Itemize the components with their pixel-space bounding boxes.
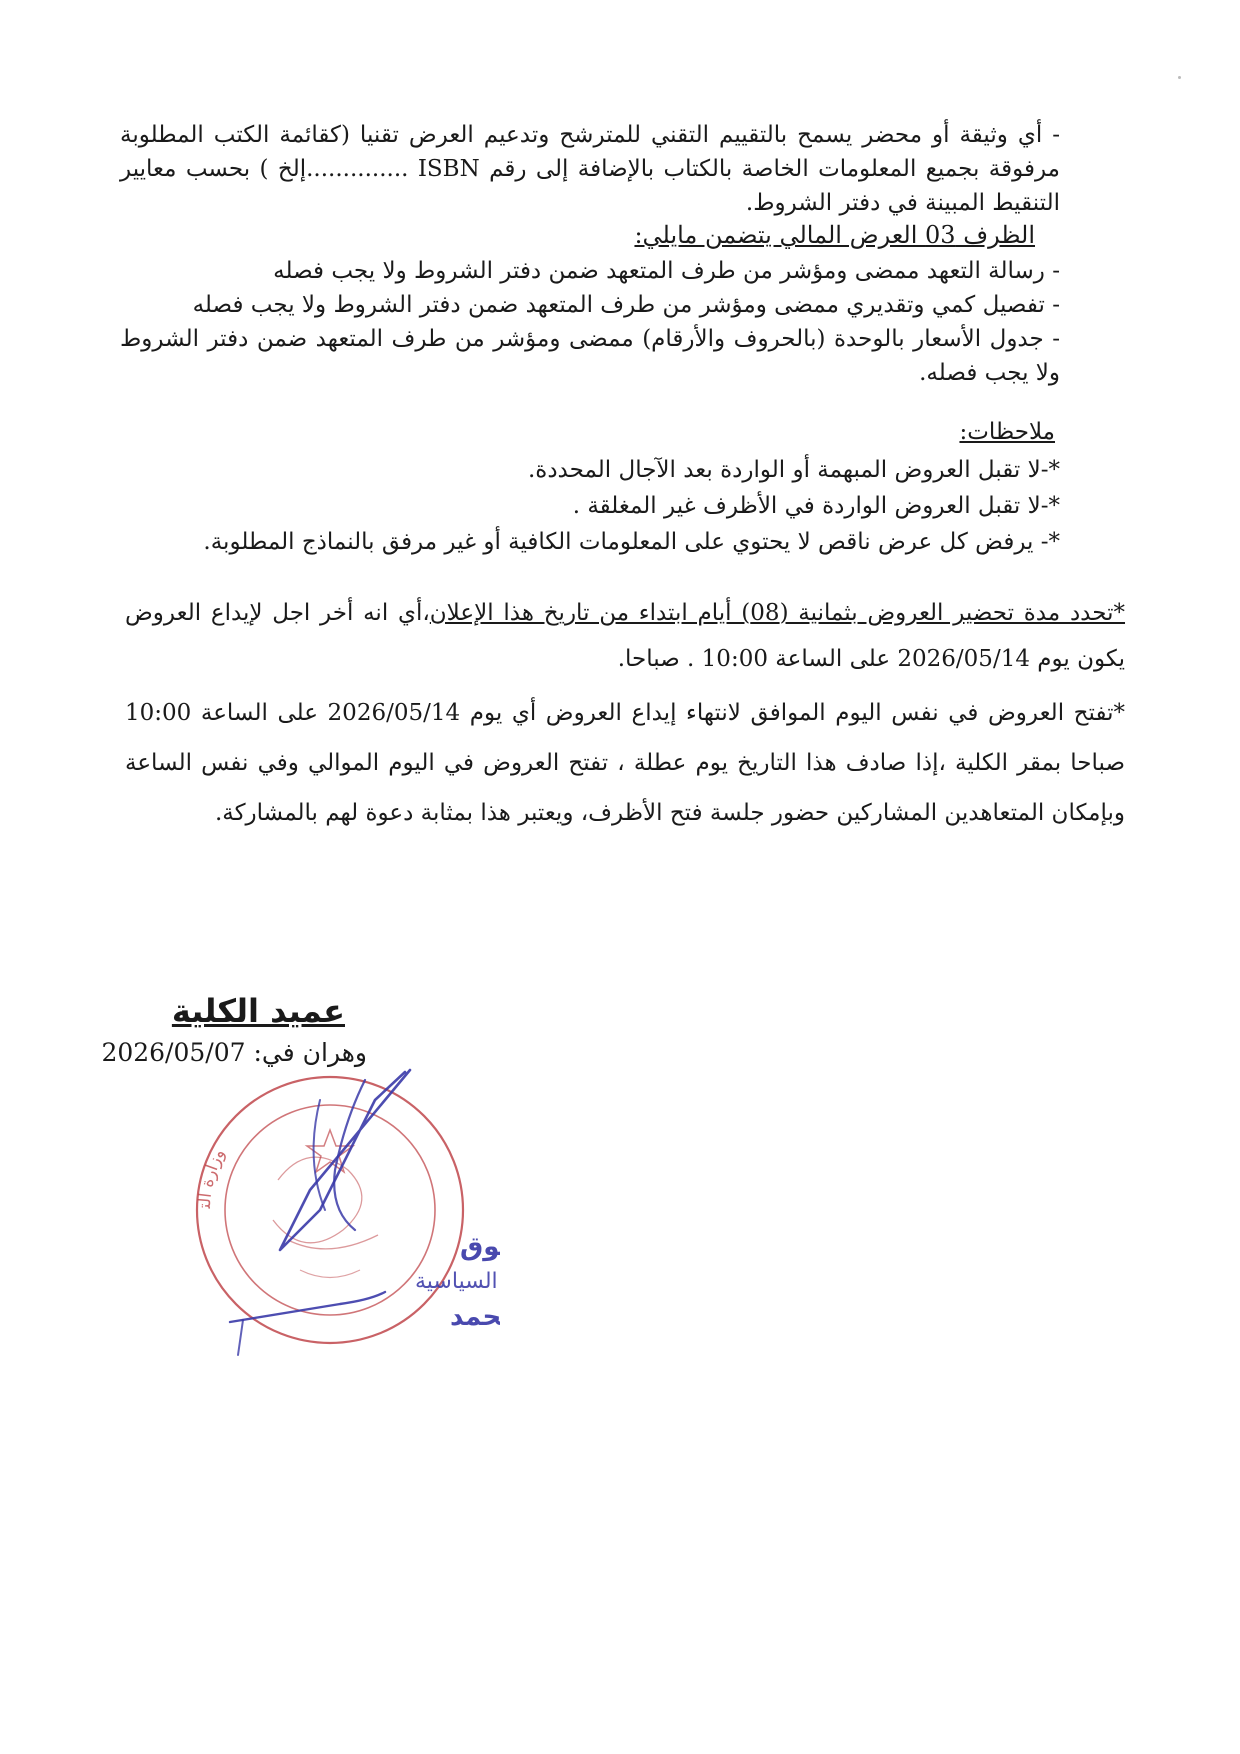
financial-item-unit-price-table: - جدول الأسعار بالوحدة (بالحروف والأرقام) ممضى ومؤشر من طرف المتعهد ضمن دفتر الشروط ولا يجب فصله. (120, 326, 1060, 386)
note-item-late-offers: *-لا تقبل العروض المبهمة أو الواردة بعد الآجال المحددة. (527, 457, 1060, 483)
note-item-incomplete-offers: *- يرفض كل عرض ناقص لا يحتوي على المعلومات الكافية أو غير مرفق بالنماذج المطلوبة. (203, 529, 1060, 555)
financial-item-commitment-letter: - رسالة التعهد ممضى ومؤشر من طرف المتعهد ضمن دفتر الشروط ولا يجب فصله (273, 258, 1060, 284)
technical-envelope-paragraph: - أي وثيقة أو محضر يسمح بالتقييم التقني للمترشح وتدعيم العرض تقنيا (كقائمة الكتب المطلوبة مرفوقة بجميع المعلومات الخاصة بالكتاب بالإضافة إلى رقم ISBN ..............إلخ ) بحسب معايير التنقيط المبينة في دفتر الشروط. (120, 122, 1060, 216)
notes-title: ملاحظات: (959, 419, 1055, 445)
dean-title: عميد الكلية (171, 992, 345, 1030)
deadline-underlined-text: *تحدد مدة تحضير العروض بثمانية (08) أيام ابتداء من تاريخ هذا الإعلان (429, 600, 1126, 626)
signature-date: 2026/05/07 (101, 1038, 246, 1067)
official-stamp-and-signature (160, 1060, 500, 1360)
svg-text:وزارة التعليم العالي والبحث ال (160, 1060, 229, 1210)
financial-envelope-title: الظرف 03 العرض المالي يتضمن مايلي: (634, 221, 1035, 249)
scan-speck (1178, 76, 1181, 79)
financial-envelope-list (120, 254, 1060, 390)
notes-list (120, 452, 1060, 560)
deadline-paragraph (125, 590, 1125, 682)
opening-paragraph: *تفتح العروض في نفس اليوم الموافق لانتهاء إيداع العروض أي يوم 2026/05/14 على الساعة 10:00 صباحا بمقر الكلية ،إذا صادف هذا التاريخ يوم عطلة ، تفتح العروض في اليوم الموالي وفي نفس الساعة وبإمكان المتعاهدين المشاركين حضور جلسة فتح الأظرف، ويعتبر هذا بمثابة دعوة لهم بالمشاركة. (125, 700, 1125, 826)
stamp-ring-text: وزارة الت (194, 1145, 230, 1209)
stamp-seal-icon (160, 1060, 500, 1360)
note-item-unsealed-envelopes: *-لا تقبل العروض الواردة في الأظرف غير المغلقة . (572, 493, 1060, 519)
stamp-line-faculty: السياسية (415, 1269, 498, 1294)
stamp-line-dean: وق (460, 1232, 500, 1262)
financial-item-quantity-estimate: - تفصيل كمي وتقديري ممضى ومؤشر من طرف المتعهد ضمن دفتر الشروط ولا يجب فصله (192, 292, 1060, 318)
stamp-line-name: حمد (450, 1302, 500, 1332)
place-label: وهران في: (253, 1038, 367, 1067)
deadline-rest-text: ،أي انه أخر اجل لإيداع العروض يكون يوم 2026/05/14 على الساعة 10:00 . صباحا. (125, 600, 1125, 672)
